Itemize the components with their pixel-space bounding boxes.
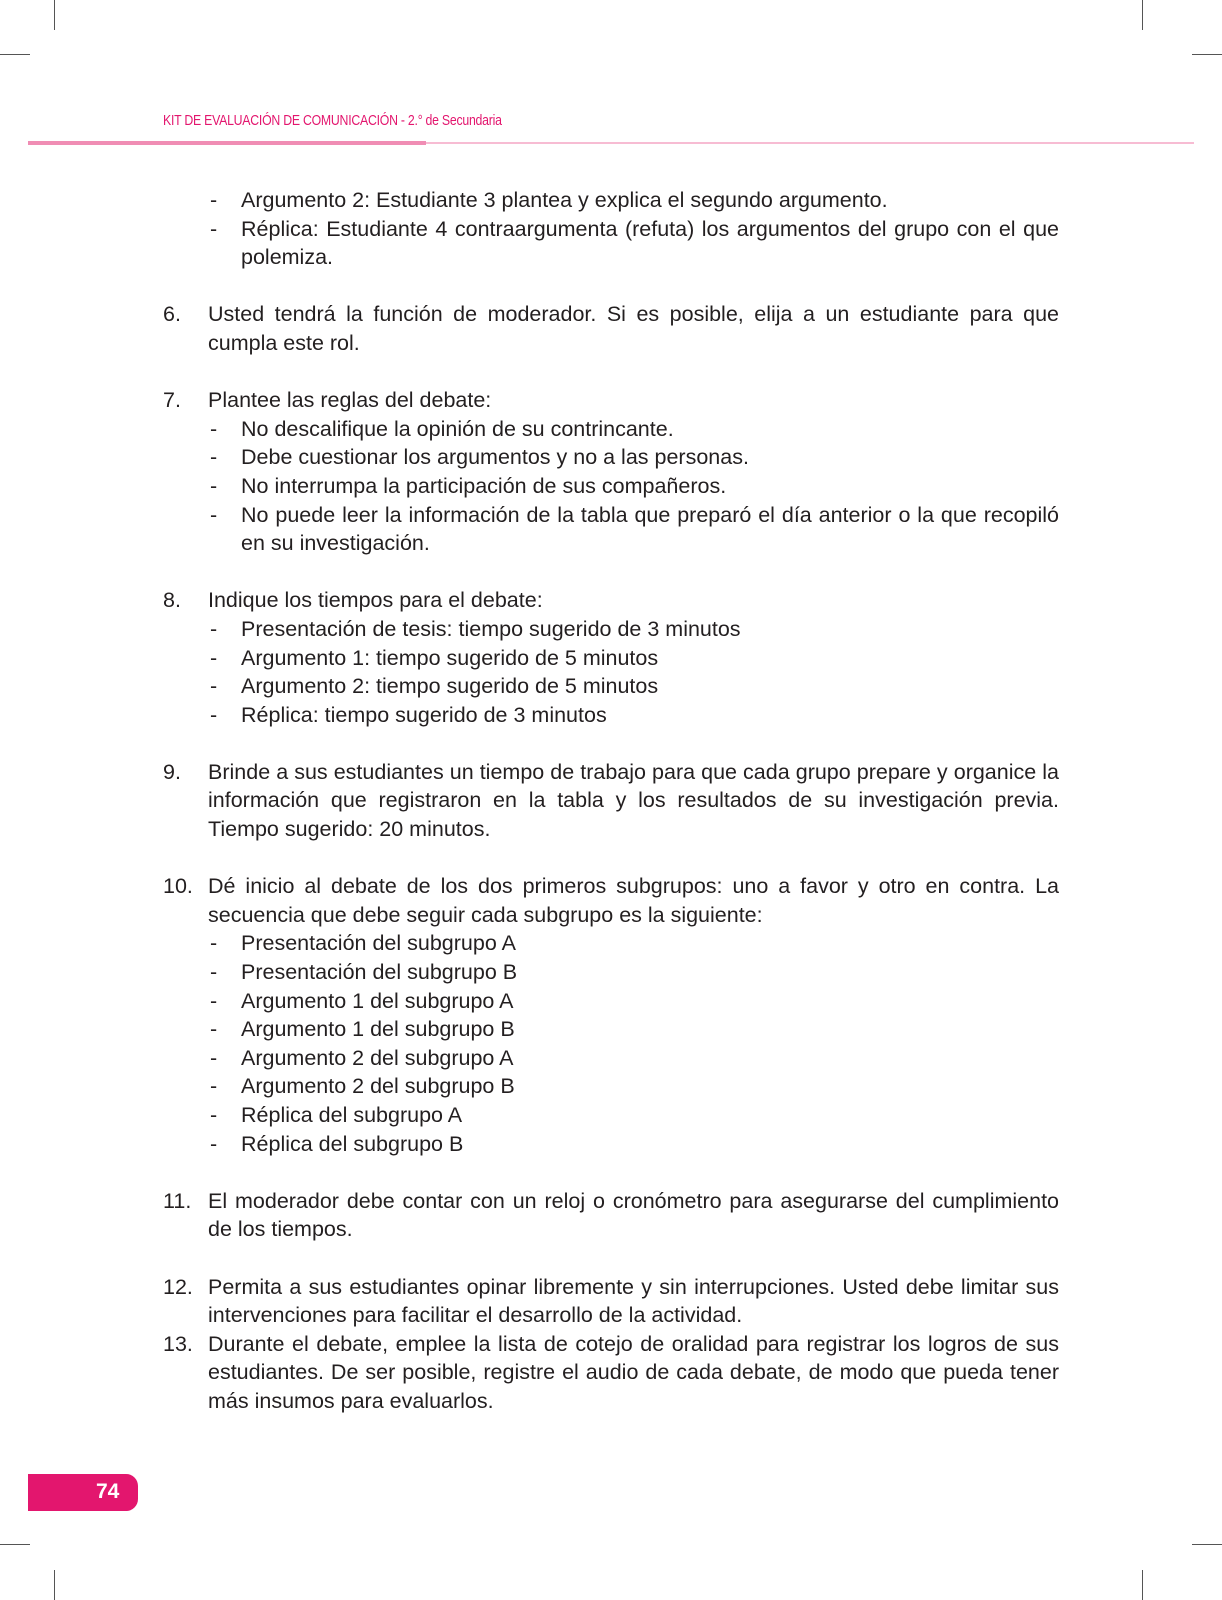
sub-list-item (163, 1101, 1059, 1130)
header-rule-accent (28, 141, 426, 145)
crop-mark (0, 54, 30, 55)
crop-mark (54, 1570, 55, 1600)
sub-list-text: Réplica del subgrupo A (241, 1103, 463, 1127)
sub-list-item (163, 443, 1059, 472)
paragraph-spacer (163, 844, 1059, 873)
item-number: 9. (163, 759, 181, 784)
document-body (163, 186, 1059, 1416)
numbered-item (163, 1187, 1059, 1244)
crop-mark (1142, 1570, 1143, 1600)
dash-bullet: - (210, 702, 218, 727)
dash-bullet: - (210, 1103, 218, 1127)
item-text: Indique los tiempos para el debate: (208, 588, 543, 613)
item-text: Dé inicio al debate de los dos primeros subgrupos: uno a favor y otro en contra. La secuencia que debe seguir cada subgrupo es la siguiente: (208, 874, 1059, 927)
crop-mark (1142, 0, 1143, 30)
sub-list-text: Presentación del subgrupo A (241, 931, 516, 956)
numbered-item (163, 758, 1059, 844)
dash-bullet: - (210, 674, 218, 699)
item-number: 13. (163, 1331, 193, 1356)
dash-bullet: - (210, 1074, 218, 1099)
sub-list-text: Debe cuestionar los argumentos y no a las personas. (241, 445, 749, 470)
crop-mark (1192, 1544, 1222, 1545)
sub-list-text: Argumento 1 del subgrupo B (241, 1017, 515, 1042)
numbered-item (163, 1273, 1059, 1330)
item-number: 10. (163, 874, 193, 899)
sub-list-item (163, 1072, 1059, 1101)
numbered-item (163, 872, 1059, 929)
item-text: Durante el debate, emplee la lista de cotejo de oralidad para registrar los logros de sus estudiantes. De ser posible, registre el audio de cada debate, de modo que pueda tener más insumos para evaluarlos. (208, 1331, 1059, 1413)
running-header: KIT DE EVALUACIÓN DE COMUNICACIÓN - 2.° de Secundaria (163, 112, 502, 129)
sub-list-text: Réplica del subgrupo B (241, 1131, 464, 1156)
dash-bullet: - (210, 1045, 218, 1070)
page-number-tab (28, 1474, 138, 1511)
sub-list-item (163, 701, 1059, 730)
numbered-item (163, 386, 1059, 415)
sub-list-item (163, 1015, 1059, 1044)
dash-bullet: - (210, 931, 218, 956)
sub-list-text: Argumento 2: Estudiante 3 plantea y explica el segundo argumento. (241, 188, 888, 212)
item-number: 6. (163, 302, 181, 327)
item-text: El moderador debe contar con un reloj o cronómetro para asegurarse del cumplimiento de los tiempos. (208, 1188, 1059, 1242)
dash-bullet: - (210, 445, 218, 470)
dash-bullet: - (210, 502, 218, 527)
sub-list-item (163, 1044, 1059, 1073)
item-number: 7. (163, 388, 181, 413)
crop-mark (1192, 54, 1222, 55)
sub-list-item (163, 929, 1059, 958)
sub-list-text: No puede leer la información de la tabla que preparó el día anterior o la que recopiló en su investigación. (241, 502, 1059, 556)
item-number: 11. (163, 1188, 192, 1213)
sub-list-text: Argumento 2 del subgrupo B (241, 1074, 515, 1099)
dash-bullet: - (210, 988, 218, 1013)
paragraph-spacer (163, 358, 1059, 387)
sub-list-text: Presentación de tesis: tiempo sugerido de 3 minutos (241, 616, 741, 641)
numbered-item (163, 586, 1059, 615)
paragraph-spacer (163, 558, 1059, 587)
sub-list-text: Argumento 1: tiempo sugerido de 5 minutos (241, 645, 659, 670)
item-text: Plantee las reglas del debate: (208, 388, 492, 413)
dash-bullet: - (210, 1017, 218, 1042)
sub-list-text: No interrumpa la participación de sus compañeros. (241, 473, 727, 498)
sub-list-item (163, 415, 1059, 444)
sub-list-text: Argumento 1 del subgrupo A (241, 988, 514, 1013)
paragraph-spacer (163, 1244, 1059, 1273)
sub-list-text: No descalifique la opinión de su contrincante. (241, 416, 674, 441)
item-number: 8. (163, 588, 181, 613)
item-text: Usted tendrá la función de moderador. Si es posible, elija a un estudiante para que cumpla este rol. (208, 302, 1059, 355)
sub-list-item (163, 987, 1059, 1016)
item-number: 12. (163, 1274, 193, 1299)
sub-list-item (163, 186, 1059, 215)
sub-list-item (163, 958, 1059, 987)
item-text: Permita a sus estudiantes opinar libremente y sin interrupciones. Usted debe limitar sus intervenciones para facilitar el desarrollo de la actividad. (208, 1274, 1059, 1328)
numbered-item (163, 300, 1059, 357)
sub-list-item (163, 644, 1059, 673)
item-text: Brinde a sus estudiantes un tiempo de trabajo para que cada grupo prepare y organice la información que registraron en la tabla y los resultados de su investigación previa. Tiempo sugerido: 20 minutos. (208, 759, 1059, 842)
dash-bullet: - (210, 188, 218, 212)
dash-bullet: - (210, 216, 218, 241)
page-number: 74 (96, 1480, 120, 1503)
sub-list-item (163, 1130, 1059, 1159)
sub-list-text: Réplica: Estudiante 4 contraargumenta (refuta) los argumentos del grupo con el que polemiza. (241, 216, 1059, 270)
sub-list-item (163, 501, 1059, 558)
sub-list-text: Argumento 2 del subgrupo A (241, 1045, 514, 1070)
dash-bullet: - (210, 473, 218, 498)
crop-mark (54, 0, 55, 30)
dash-bullet: - (210, 416, 218, 441)
sub-list-text: Presentación del subgrupo B (241, 960, 518, 985)
paragraph-spacer (163, 729, 1059, 758)
dash-bullet: - (210, 616, 218, 641)
numbered-item (163, 1330, 1059, 1416)
dash-bullet: - (210, 645, 218, 670)
sub-list-item (163, 672, 1059, 701)
crop-mark (0, 1544, 30, 1545)
sub-list-text: Argumento 2: tiempo sugerido de 5 minutos (241, 674, 659, 699)
sub-list-item (163, 215, 1059, 272)
paragraph-spacer (163, 272, 1059, 301)
sub-list-text: Réplica: tiempo sugerido de 3 minutos (241, 702, 607, 727)
paragraph-spacer (163, 1158, 1059, 1187)
sub-list-item (163, 615, 1059, 644)
dash-bullet: - (210, 1131, 218, 1156)
dash-bullet: - (210, 960, 218, 985)
sub-list-item (163, 472, 1059, 501)
